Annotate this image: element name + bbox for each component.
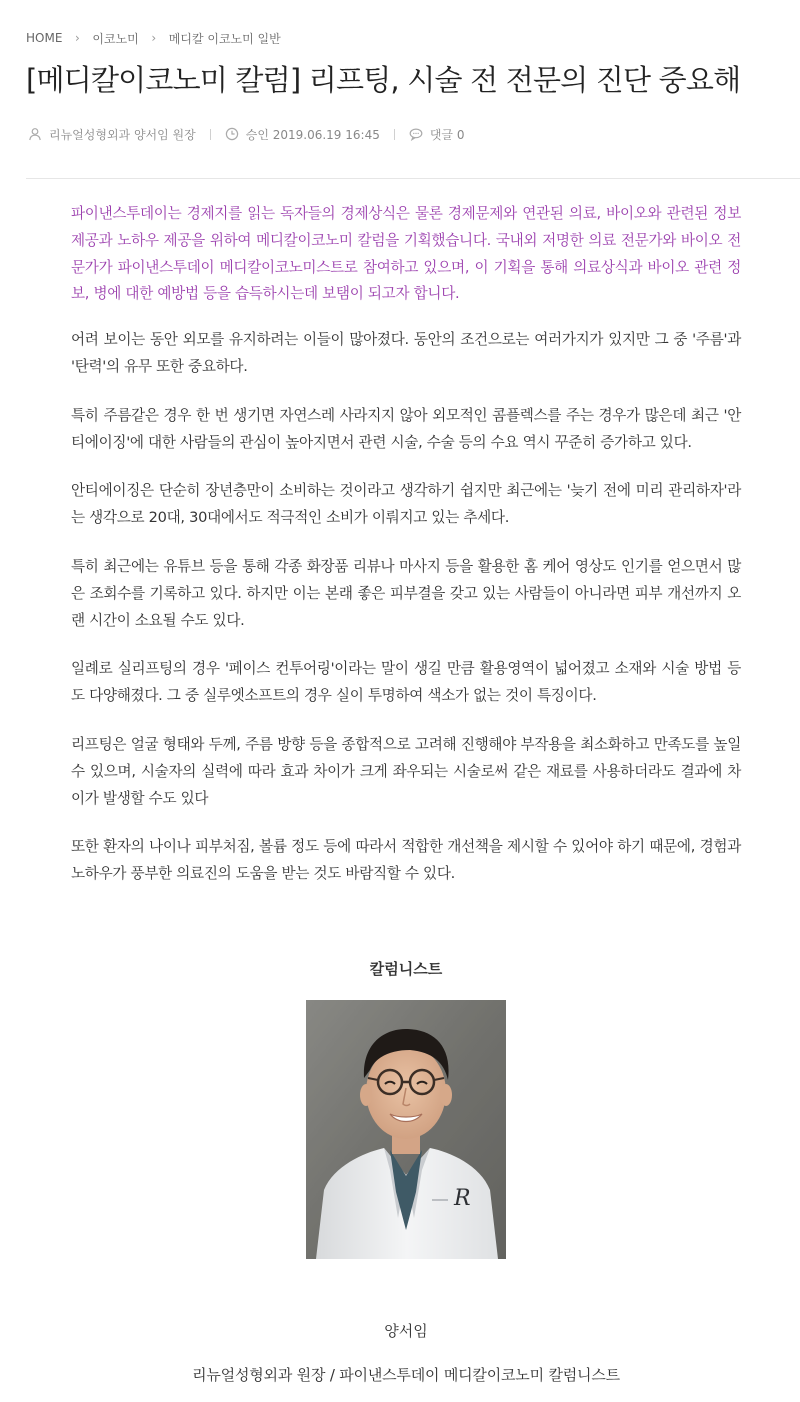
body-paragraph: 특히 주름같은 경우 한 번 생기면 자연스레 사라지지 않아 외모적인 콤플렉스를 주는 경우가 많은데 최근 '안티에이징'에 대한 사람들의 관심이 높아지면서 관련 시술, 수술 등의 수요 역시 꾸준히 증가하고 있다. — [71, 406, 741, 451]
columnist-label: 칼럼니스트 — [369, 960, 443, 978]
breadcrumb-medical-economy[interactable]: 메디칼 이코노미 일반 — [168, 31, 281, 46]
body-paragraph: 어려 보이는 동안 외모를 유지하려는 이들이 많아졌다. 동안의 조건으로는 여러가지가 있지만 그 중 '주름'과 '탄력'의 유무 또한 중요하다. — [71, 331, 741, 375]
chevron-right-icon: › — [75, 31, 80, 45]
approved-info — [225, 126, 380, 143]
meta-divider — [394, 129, 395, 140]
body-paragraph: 일례로 실리프팅의 경우 '페이스 컨투어링'이라는 말이 생길 만큼 활용영역이 넓어졌고 소재와 시술 방법 등도 다양해졌다. 그 중 실루엣소프트의 경우 실이 투명하여 색소가 없는 것이 특징이다. — [71, 660, 741, 705]
columnist-role: 리뉴얼성형외과 원장 / 파이낸스투데이 메디칼이코노미 칼럼니스트 — [192, 1366, 620, 1384]
svg-text:R: R — [454, 1186, 471, 1211]
comments-info[interactable] — [409, 126, 465, 143]
clock-icon — [225, 127, 239, 141]
header-divider — [26, 178, 800, 179]
body-paragraph: 리프팅은 얼굴 형태와 두께, 주름 방향 등을 종합적으로 고려해 진행해야 부작용을 최소화하고 만족도를 높일 수 있으며, 시술자의 실력에 따라 효과 차이가 크게 좌우되는 시술로써 같은 재료를 사용하더라도 결과에 차이가 발생할 수도 있다 — [71, 735, 741, 807]
article-body — [71, 201, 741, 910]
breadcrumb — [26, 28, 281, 48]
author-info — [28, 126, 196, 143]
meta-divider — [210, 129, 211, 140]
body-paragraph: 안티에이징은 단순히 장년층만이 소비하는 것이라고 생각하기 쉽지만 최근에는 '늦기 전에 미리 관리하자'라는 생각으로 20대, 30대에서도 적극적인 소비가 이뤄지고 있는 추세다. — [71, 482, 741, 527]
author-name[interactable]: 리뉴얼성형외과 양서임 원장 — [49, 127, 196, 142]
chevron-right-icon: › — [151, 31, 157, 45]
breadcrumb-home[interactable]: HOME — [26, 31, 63, 45]
user-icon — [28, 127, 42, 141]
body-paragraph: 또한 환자의 나이나 피부처짐, 볼륨 정도 등에 따라서 적합한 개선책을 제시할 수 있어야 하기 때문에, 경험과 노하우가 풍부한 의료진의 도움을 받는 것도 바람직할 수 있다. — [71, 838, 741, 883]
breadcrumb-economy[interactable]: 이코노미 — [92, 31, 139, 46]
approved-date: 승인 2019.06.19 16:45 — [245, 127, 380, 142]
body-paragraph: 특히 최근에는 유튜브 등을 통해 각종 화장품 리뷰나 마사지 등을 활용한 홈 케어 영상도 인기를 얻으면서 많은 조회수를 기록하고 있다. 하지만 이는 본래 좋은 피부결을 갖고 있는 사람들이 아니라면 피부 개선까지 오랜 시간이 소요될 수도 있다. — [71, 557, 741, 629]
article-meta — [28, 124, 464, 144]
comment-count[interactable]: 댓글 0 — [429, 127, 465, 142]
comment-icon — [409, 127, 423, 141]
intro-paragraph: 파이낸스투데이는 경제지를 읽는 독자들의 경제상식은 물론 경제문제와 연관된 의료, 바이오와 관련된 정보제공과 노하우 제공을 위하여 메디칼이코노미 칼럼을 기획했습니다. 국내외 저명한 의료 전문가와 바이오 전문가가 파이낸스투데이 메디칼이코노미스트로 참여하고 있으며, 이 기획을 통해 의료상식과 바이오 관련 정보, 병에 대한 예방법 등을 습득하시는데 보탬이 되고자 합니다. — [71, 205, 741, 303]
columnist-photo — [306, 1000, 506, 1259]
page-title: [메디칼이코노미 칼럼] 리프팅, 시술 전 전문의 진단 중요해 — [26, 63, 741, 97]
columnist-name: 양서임 — [384, 1322, 428, 1340]
